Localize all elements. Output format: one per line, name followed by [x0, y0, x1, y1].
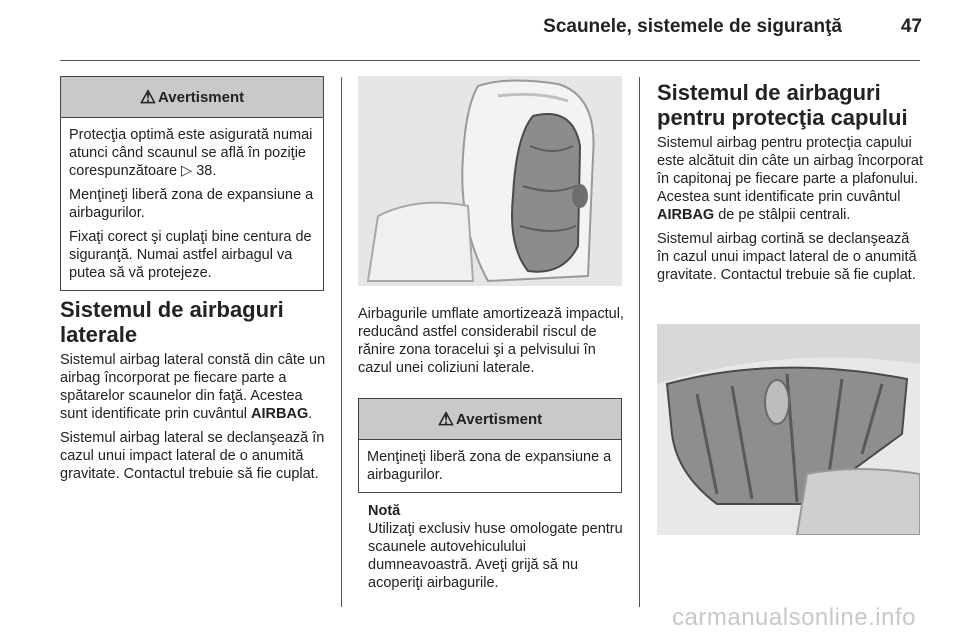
- warning-triangle-icon: ⚠: [139, 87, 156, 107]
- body-paragraph: Sistemul airbag pentru protecţia capului este alcătuit din câte un airbag încorporat în capitonaj pe fiecare parte a plafonului. Acestea sunt identificate prin cuvântul AIRBAG de pe stâlpii centrali.: [657, 135, 923, 223]
- header-divider: [60, 60, 920, 61]
- warning-paragraph: [69, 126, 315, 180]
- note-text: Utilizaţi exclusiv huse omologate pentru scaunele autovehiculului dumneavoastră. Aveţi grijă să nu acoperiţi airbagurile.: [368, 521, 623, 591]
- warning-box-body: [61, 118, 323, 290]
- section-curtain-airbags: [657, 80, 925, 290]
- warning-heading: Avertisment: [158, 88, 245, 106]
- warning-heading: Avertisment: [456, 410, 543, 428]
- illustration-caption: Airbagurile umflate amortizează impactul, reducând astfel considerabil riscul de rănire zona toracelui şi a pelvisului în cazul unei coliziuni laterale.: [358, 306, 624, 376]
- section-heading: Sistemul de airbaguri laterale: [60, 297, 284, 347]
- column-divider-right: [639, 77, 640, 607]
- body-paragraph: Sistemul airbag cortină se declanşează în cazul unui impact lateral de o anumită gravitate. Contactul trebuie să fie cuplat.: [657, 231, 917, 283]
- warning-paragraph: Menţineţi liberă zona de expansiune a airbagurilor.: [367, 449, 612, 483]
- note-label: Notă: [368, 503, 401, 519]
- warning-box-seat-position: [60, 76, 324, 291]
- body-paragraph: Sistemul airbag lateral se declanşează în cazul unui impact lateral de o anumită gravitate. Contactul trebuie să fie cuplat.: [60, 430, 325, 482]
- warning-paragraph: Fixaţi corect şi cuplaţi bine centura de siguranţă. Numai astfel airbagul va putea să vă protejeze.: [69, 229, 312, 281]
- column-divider-left: [341, 77, 342, 607]
- warning-box-header: [61, 77, 323, 118]
- section-heading: Sistemul de airbaguri pentru protecţia capului: [657, 80, 908, 130]
- warning-text: Protecţia optimă este asigurată numai atunci când scaunul se află în poziţie corespunzătoare: [69, 127, 313, 179]
- site-watermark: carmanualsonline.info: [672, 604, 916, 631]
- warning-box-body: [359, 440, 621, 492]
- warning-triangle-icon: ⚠: [437, 409, 454, 429]
- airbag-keyword: AIRBAG: [657, 207, 715, 223]
- warning-paragraph: Menţineţi liberă zona de expansiune a airbagurilor.: [69, 187, 314, 221]
- page-number: 47: [900, 16, 922, 37]
- warning-box-expansion-zone: [358, 398, 622, 493]
- warning-box-header: [359, 399, 621, 440]
- curtain-airbag-illustration: [657, 324, 920, 535]
- note-block: [368, 502, 630, 592]
- section-body: [60, 351, 330, 483]
- page-reference[interactable]: 38.: [196, 163, 217, 179]
- section-side-airbags: [60, 297, 330, 489]
- running-header-title: Scaunele, sistemele de siguranţă: [543, 16, 842, 37]
- page-reference-arrow-icon: ▷: [181, 163, 193, 179]
- airbag-keyword: AIRBAG: [251, 406, 309, 422]
- body-paragraph: Sistemul airbag lateral constă din câte un airbag încorporat pe fiecare parte a spătarelor scaunelor din faţă. Acestea sunt identificate prin cuvântul AIRBAG.: [60, 352, 326, 422]
- side-airbag-illustration: [358, 76, 622, 286]
- section-body: [657, 134, 925, 284]
